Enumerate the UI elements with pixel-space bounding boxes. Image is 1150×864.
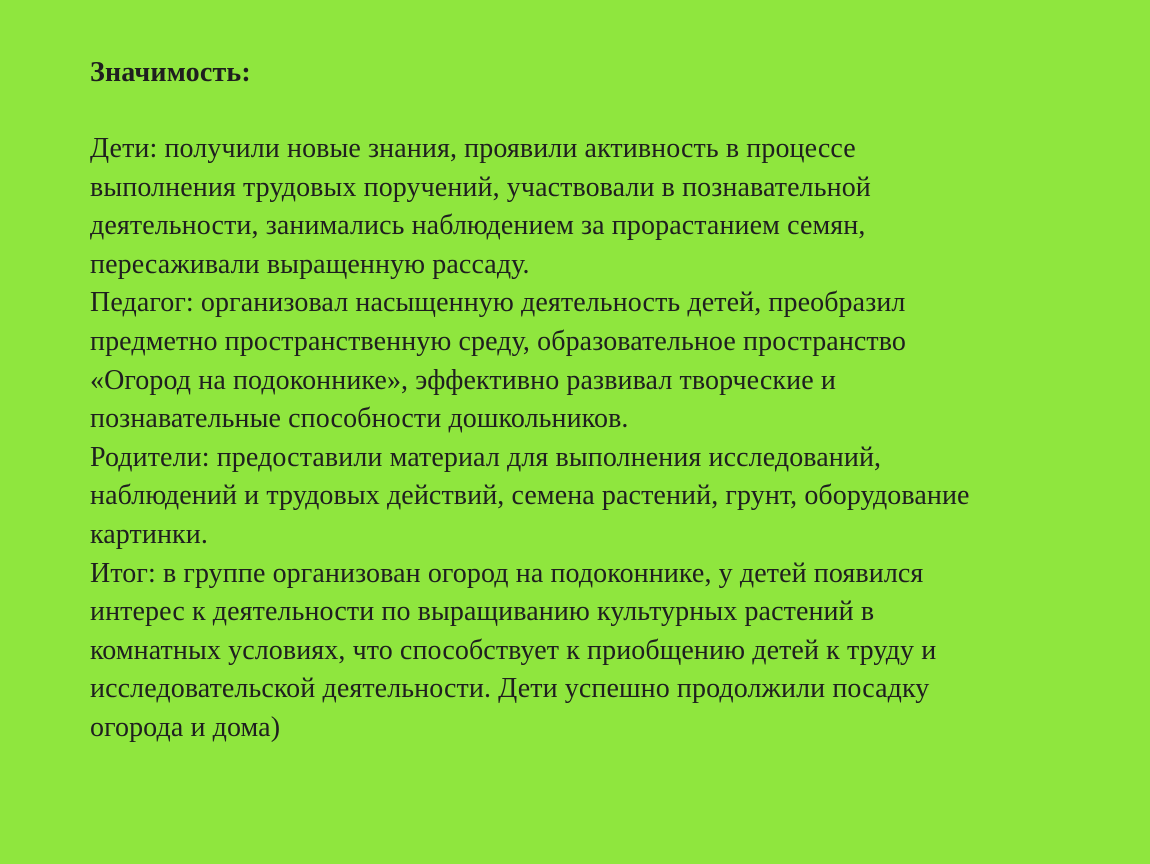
text-line: интерес к деятельности по выращиванию культурных растений в (90, 596, 875, 628)
slide-heading: Значимость: (90, 57, 251, 88)
text-line: огорода и дома) (90, 711, 281, 743)
text-line: деятельности, занимались наблюдением за прорастанием семян, (90, 210, 866, 242)
text-line: Родители: предоставили материал для выполнения исследований, (90, 441, 882, 473)
spacer (90, 92, 1110, 130)
text-line: Педагог: организовал насыщенную деятельность детей, преобразил (90, 287, 906, 319)
text-line: картинки. (90, 518, 208, 550)
text-line: комнатных условиях, что способствует к приобщению детей к труду и (90, 634, 937, 666)
text-line: выполнения трудовых поручений, участвовали в познавательной (90, 171, 871, 203)
text-line: Дети: получили новые знания, проявили активность в процессе (90, 133, 856, 164)
text-line: «Огород на подоконнике», эффективно развивал творческие и (90, 364, 836, 396)
text-line: Итог: в группе организован огород на подоконнике, у детей появился (90, 557, 924, 589)
text-line: познавательные способности дошкольников. (90, 403, 629, 435)
text-line: предметно пространственную среду, образовательное пространство (90, 325, 906, 357)
body-text (90, 130, 1110, 748)
text-line: исследовательской деятельности. Дети успешно продолжили посадку (90, 673, 930, 705)
text-line: пересаживали выращенную рассаду. (90, 248, 530, 280)
text-line: наблюдений и трудовых действий, семена растений, грунт, оборудование (90, 480, 970, 512)
